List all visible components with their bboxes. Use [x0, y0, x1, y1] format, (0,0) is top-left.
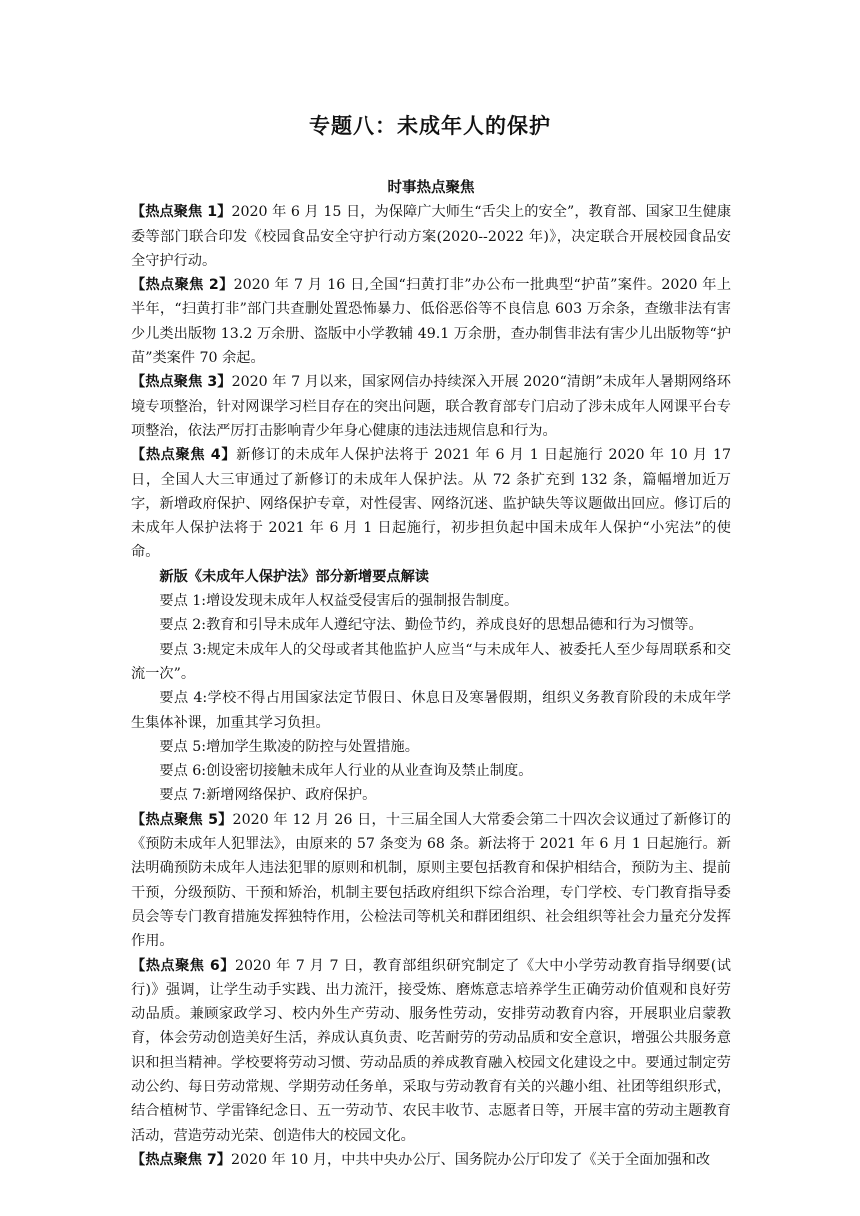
focus-text: 2020 年 7 月 7 日，教育部组织研究制定了《大中小学劳动教育指导纲要(试行)》强调，让学生动手实践、出力流汗，接受炼、磨炼意志培养学生正确劳动价值观和良好劳动品质。兼顾家政学习、校内外生产劳动、服务性劳动，安排劳动教育内容，开展职业启蒙教育，体会劳动创造美好生活，养成认真负责、吃苦耐劳的劳动品质和安全意识，增强公共服务意识和担当精神。学校要将劳动习惯、劳动品质的养成教育融入校园文化建设之中。要通过制定劳动公约、每日劳动常规、学期劳动任务单，采取与劳动教育有关的兴趣小组、社团等组织形式，结合植树节、学雷锋纪念日、五一劳动节、农民丰收节、志愿者日等，开展丰富的劳动主题教育活动，营造劳动光荣、创造伟大的校园文化。	[131, 957, 731, 1144]
focus-item-3	[131, 370, 731, 443]
focus-list-b	[131, 808, 731, 1172]
focus-text: 新修订的未成年人保护法将于 2021 年 6 月 1 日起施行 2020 年 10 月 17 日，全国人大三审通过了新修订的未成年人保护法。从 72 条扩充到 132 条，篇幅增加近万字，新增政府保护、网络保护专章，对性侵害、网络沉迷、监护缺失等议题做出回应。修订后的未成年人保护法将于 2021 年 6 月 1 日起施行，初步担负起中国未成年人保护“小宪法”的使命。	[131, 447, 732, 561]
focus-tag: 【热点聚焦 6】	[131, 957, 235, 974]
focus-item-2	[131, 273, 731, 370]
points-list	[131, 589, 731, 808]
page-title: 专题八：未成年人的保护	[309, 114, 551, 138]
point-item: 要点 3:规定未成年人的父母或者其他监护人应当“与未成年人、被委托人至少每周联系和交流一次”。	[131, 641, 731, 682]
document-body	[131, 176, 731, 1172]
focus-tag: 【热点聚焦 1】	[131, 204, 232, 221]
focus-list-a	[131, 200, 731, 564]
focus-item-6	[131, 954, 731, 1148]
section-subtitle: 时事热点聚焦	[387, 180, 475, 196]
focus-text: 2020 年 7 月 16 日,全国“扫黄打非”办公布一批典型“护苗”案件。2020 年上半年，“扫黄打非”部门共查删处置恐怖暴力、低俗恶俗等不良信息 603 万余条，查缴非法有害少儿类出版物 13.2 万余册、盗版中小学教辅 49.1 万余册，查办制售非法有害少儿出版物等“护苗”类案件 70 余起。	[131, 277, 732, 367]
point-item: 要点 2:教育和引导未成年人遵纪守法、勤俭节约，养成良好的思想品德和行为习惯等。	[159, 617, 703, 634]
focus-text: 2020 年 10 月，中共中央办公厅、国务院办公厅印发了《关于全面加强和改	[230, 1151, 711, 1168]
point-item: 要点 4:学校不得占用国家法定节假日、休息日及寒暑假期，组织义务教育阶段的未成年学生集体补课，加重其学习负担。	[131, 690, 731, 731]
focus-item-5	[131, 808, 731, 954]
focus-tag: 【热点聚焦 3】	[131, 374, 232, 391]
focus-tag: 【热点聚焦 5】	[131, 811, 233, 828]
focus-tag: 【热点聚焦 7】	[131, 1151, 231, 1168]
point-item: 要点 1:增设发现未成年人权益受侵害后的强制报告制度。	[159, 593, 519, 610]
point-item: 要点 5:增加学生欺凌的防控与处置措施。	[159, 738, 419, 755]
focus-tag: 【热点聚焦 4】	[131, 447, 237, 464]
focus-text: 2020 年 6 月 15 日，为保障广大师生“舌尖上的安全”，教育部、国家卫生健康委等部门联合印发《校园食品安全守护行动方案(2020--2022 年)》，决定联合开展校园食品安全守护行动。	[131, 204, 732, 269]
focus-item-1	[131, 200, 731, 273]
focus-item-7	[131, 1148, 731, 1172]
focus-text: 2020 年 12 月 26 日，十三届全国人大常委会第二十四次会议通过了新修订的《预防未成年人犯罪法》，由原来的 57 条变为 68 条。新法将于 2021 年 6 月 1 日起施行。新法明确预防未成年人违法犯罪的原则和机制，原则主要包括教育和保护相结合，预防为主、提前干预，分级预防、干预和矫治，机制主要包括政府组织下综合治理，专门学校、专门教育指导委员会等专门教育措施发挥独特作用，公检法司等机关和群团组织、社会组织等社会力量充分发挥作用。	[131, 811, 731, 950]
focus-tag: 【热点聚焦 2】	[131, 277, 234, 294]
points-heading: 新版《未成年人保护法》部分新增要点解读	[159, 568, 429, 585]
point-item: 要点 6:创设密切接触未成年人行业的从业查询及禁止制度。	[159, 763, 533, 780]
point-item: 要点 7:新增网络保护、政府保护。	[159, 787, 377, 804]
focus-text: 2020 年 7 月以来，国家网信办持续深入开展 2020“清朗”未成年人暑期网络环境专项整治，针对网课学习栏目存在的突出问题，联合教育部专门启动了涉未成年人网课平台专项整治，依法严厉打击影响青少年身心健康的违法违规信息和行为。	[131, 374, 731, 439]
focus-item-4	[131, 443, 731, 564]
